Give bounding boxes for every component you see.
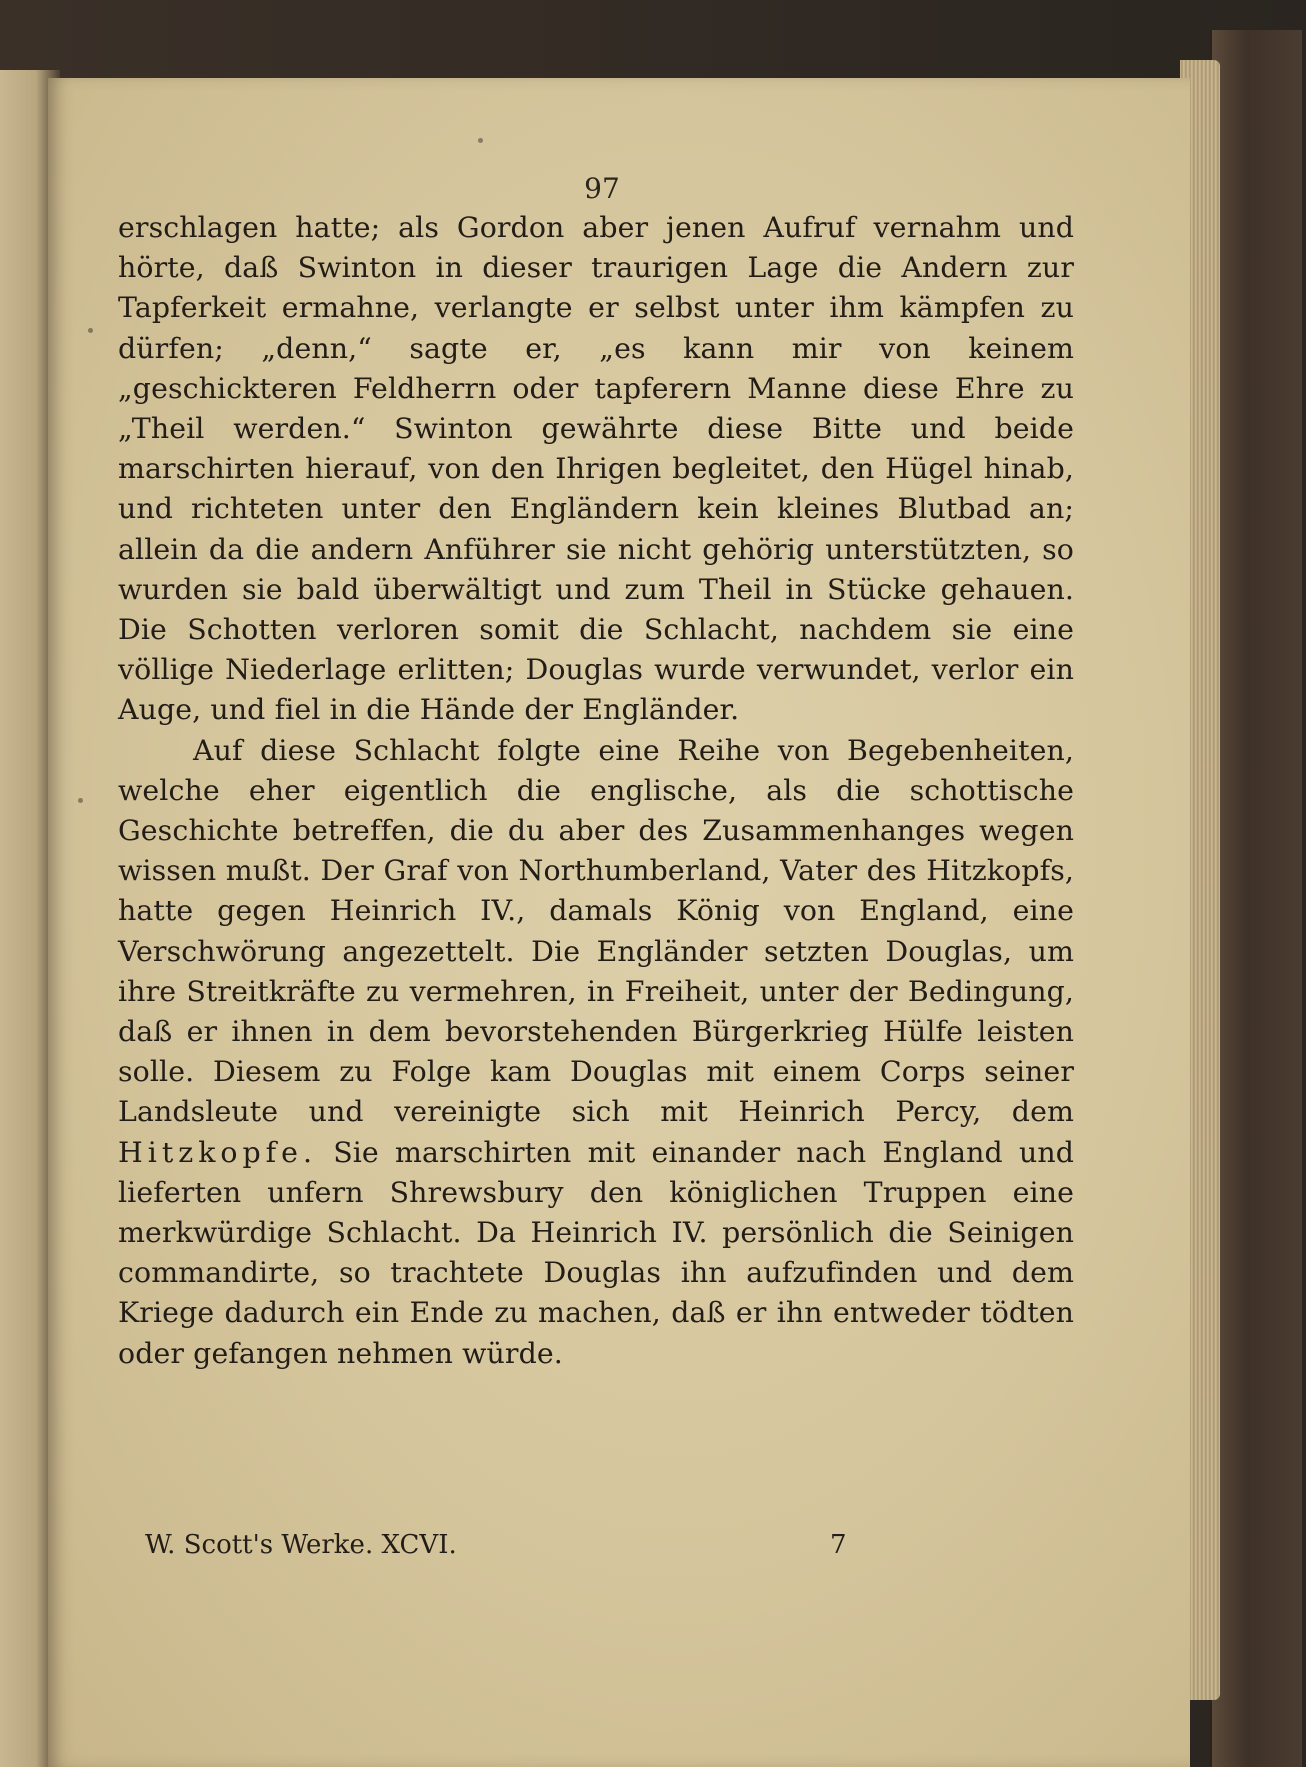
paragraph-2-end: Sie marschirten mit einander nach England und lieferten unfern Shrewsbury den königlichen Truppen eine merkwürdige Schlacht. Da Heinrich IV. persönlich die Seinigen commandirte, so trachtete Douglas ihn aufzufinden und dem Kriege dadurch ein Ende zu machen, daß er ihn entweder tödten oder gefangen nehmen würde. [118,1135,1074,1370]
signature-line: W. Scott's Werke. XCVI. [145,1530,457,1560]
paper-speck [478,138,483,143]
paragraph-2-start: Auf diese Schlacht folgte eine Reihe von Begebenheiten, welche eher eigentlich die englische, als die schottische Geschichte betreffen, die du aber des Zusammenhanges wegen wissen mußt. Der Graf von Northumberland, Vater des Hitzkopfs, hatte gegen Heinrich IV., damals König von England, eine Verschwörung angezettelt. Die Engländer setzten Douglas, um ihre Streitkräfte zu vermehren, in Freiheit, unter der Bedingung, daß er ihnen in dem bevorstehenden Bürgerkrieg Hülfe leisten solle. Diesem zu Folge kam Douglas mit einem Corps seiner Landsleute und vereinigte sich mit Heinrich Percy, dem [118,733,1074,1129]
body-text [118,208,1074,1374]
sheet-number: 7 [830,1530,847,1560]
paragraph-2 [118,731,1074,1374]
spaced-word: Hitzkopfe. [118,1135,318,1169]
book-cover [1210,30,1302,1767]
paragraph-1: erschlagen hatte; als Gordon aber jenen Aufruf vernahm und hörte, daß Swinton in dieser traurigen Lage die Andern zur Tapferkeit ermahne, verlangte er selbst unter ihm kämpfen zu dürfen; „denn,“ sagte er, „es kann mir von keinem „geschickteren Feldherrn oder tapferern Manne diese Ehre zu „Theil werden.“ Swinton gewährte diese Bitte und beide marschirten hierauf, von den Ihrigen begleitet, den Hügel hinab, und richteten unter den Engländern kein kleines Blutbad an; allein da die andern Anführer sie nicht gehörig unterstützten, so wurden sie bald überwältigt und zum Theil in Stücke gehauen. Die Schotten verloren somit die Schlacht, nachdem sie eine völlige Niederlage erlitten; Douglas wurde verwundet, verlor ein Auge, und fiel in die Hände der Engländer. [118,211,1074,727]
paper-speck [88,328,93,333]
page-footer [145,1530,1045,1570]
page-number: 97 [584,172,620,205]
paper-speck [78,798,83,803]
